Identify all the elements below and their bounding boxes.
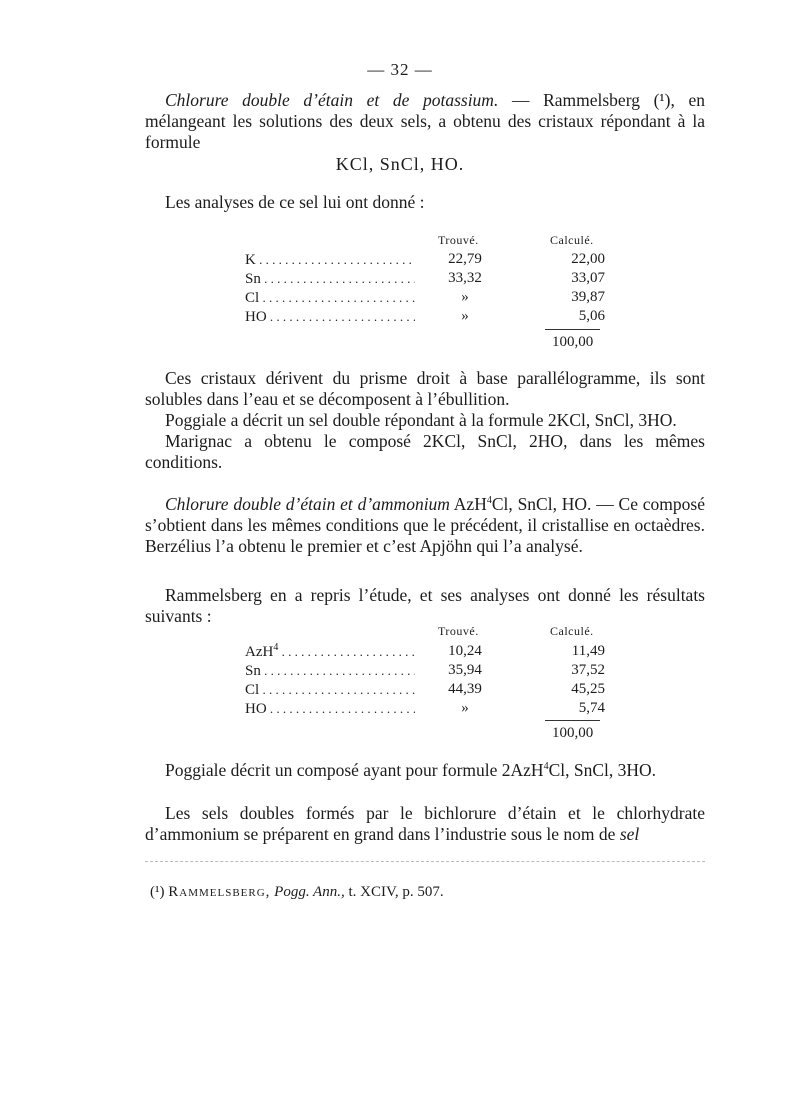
calculated-value: 22,00 bbox=[571, 251, 605, 267]
paragraph-potassium-intro bbox=[145, 90, 705, 153]
table-row bbox=[245, 680, 610, 699]
paragraph-marignac: Marignac a obtenu le composé 2KCl, SnCl, 2HO, dans les mêmes conditions. bbox=[145, 431, 705, 472]
found-value: » bbox=[461, 700, 469, 716]
table-row bbox=[245, 661, 610, 680]
column-header-calculated: Calculé. bbox=[550, 233, 594, 247]
footnote-author: Rammelsberg, bbox=[168, 884, 271, 900]
footnote-separator bbox=[145, 861, 705, 863]
calculated-value: 45,25 bbox=[571, 681, 605, 697]
sum-rule bbox=[545, 720, 600, 721]
total-value: 100,00 bbox=[552, 334, 594, 350]
found-value: 10,24 bbox=[448, 643, 482, 659]
section-title-ammonium: Chlorure double d’étain et d’ammonium bbox=[165, 494, 450, 514]
column-header-found: Trouvé. bbox=[438, 624, 479, 638]
calculated-value: 33,07 bbox=[571, 270, 605, 286]
footnote bbox=[150, 884, 444, 901]
footnote-reference: t. XCIV, p. 507. bbox=[348, 884, 444, 900]
element-label: Sn . . . bbox=[245, 269, 415, 289]
paragraph-text: — Rammelsberg (¹), en mélangeant les solutions des deux sels, a obtenu des cristaux répondant à la formule bbox=[145, 90, 705, 152]
paragraph-crystals: Ces cristaux dérivent du prisme droit à base parallélogramme, ils sont solubles dans l’eau et se décomposent à l’ébullition. bbox=[145, 368, 705, 409]
paragraph-poggiale-formula: Poggiale décrit un composé ayant pour formule 2AzH$^4$Cl, SnCl, 3HO. bbox=[165, 760, 657, 780]
page-number: — 32 — bbox=[367, 60, 433, 79]
calculated-value: 37,52 bbox=[571, 662, 605, 678]
paragraph-analyses-intro: Les analyses de ce sel lui ont donné : bbox=[165, 192, 425, 212]
element-label: Sn . . . bbox=[245, 661, 415, 681]
element-label: HO . . . bbox=[245, 307, 415, 327]
element-label: Cl . . . bbox=[245, 680, 415, 700]
found-value: 44,39 bbox=[448, 681, 482, 697]
element-label: AzH$^4$ . . . bbox=[245, 642, 415, 662]
found-value: » bbox=[461, 308, 469, 324]
column-header-calculated: Calculé. bbox=[550, 624, 594, 638]
paragraph-ammonium-intro: Chlorure double d’étain et d’ammonium AzH$^4$Cl, SnCl, HO. — Ce composé s’obtient dans les mêmes conditions que le précédent, il cristallise en octaèdres. Berzélius l’a obtenu le premier et c’est Apjöhn qui l’a analysé. bbox=[145, 494, 705, 556]
table-row bbox=[245, 269, 610, 288]
found-value: 22,79 bbox=[448, 251, 482, 267]
section-title-potassium: Chlorure double d’étain et de potassium. bbox=[165, 90, 499, 110]
footnote-mark: (¹) bbox=[150, 884, 165, 900]
calculated-value: 5,06 bbox=[578, 308, 605, 324]
element-label: HO . . . bbox=[245, 699, 415, 719]
paragraph-poggiale: Poggiale a décrit un sel double répondant à la formule 2KCl, SnCl, 3HO. bbox=[165, 410, 677, 430]
table-row bbox=[245, 642, 610, 661]
found-value: » bbox=[461, 289, 469, 305]
paragraph-double-salts: Les sels doubles formés par le bichlorure d’étain et le chlorhydrate d’ammonium se préparent en grand dans l’industrie sous le nom de sel bbox=[145, 803, 705, 844]
table-row bbox=[245, 699, 610, 718]
calculated-value: 39,87 bbox=[571, 289, 605, 305]
element-label: K . . . bbox=[245, 250, 415, 270]
found-value: 35,94 bbox=[448, 662, 482, 678]
footnote-journal: Pogg. Ann., bbox=[274, 884, 345, 900]
element-label: Cl . . . bbox=[245, 288, 415, 308]
formula-potassium: KCl, SnCl, HO. bbox=[335, 154, 465, 174]
sum-rule bbox=[545, 329, 600, 330]
column-header-found: Trouvé. bbox=[438, 233, 479, 247]
table-row bbox=[245, 288, 610, 307]
calculated-value: 11,49 bbox=[571, 643, 605, 659]
found-value: 33,32 bbox=[448, 270, 482, 286]
table-row bbox=[245, 250, 610, 269]
calculated-value: 5,74 bbox=[578, 700, 605, 716]
total-value: 100,00 bbox=[552, 725, 594, 741]
table-row bbox=[245, 307, 610, 326]
paragraph-rammelsberg-results: Rammelsberg en a repris l’étude, et ses analyses ont donné les résultats suivants : bbox=[145, 585, 705, 626]
